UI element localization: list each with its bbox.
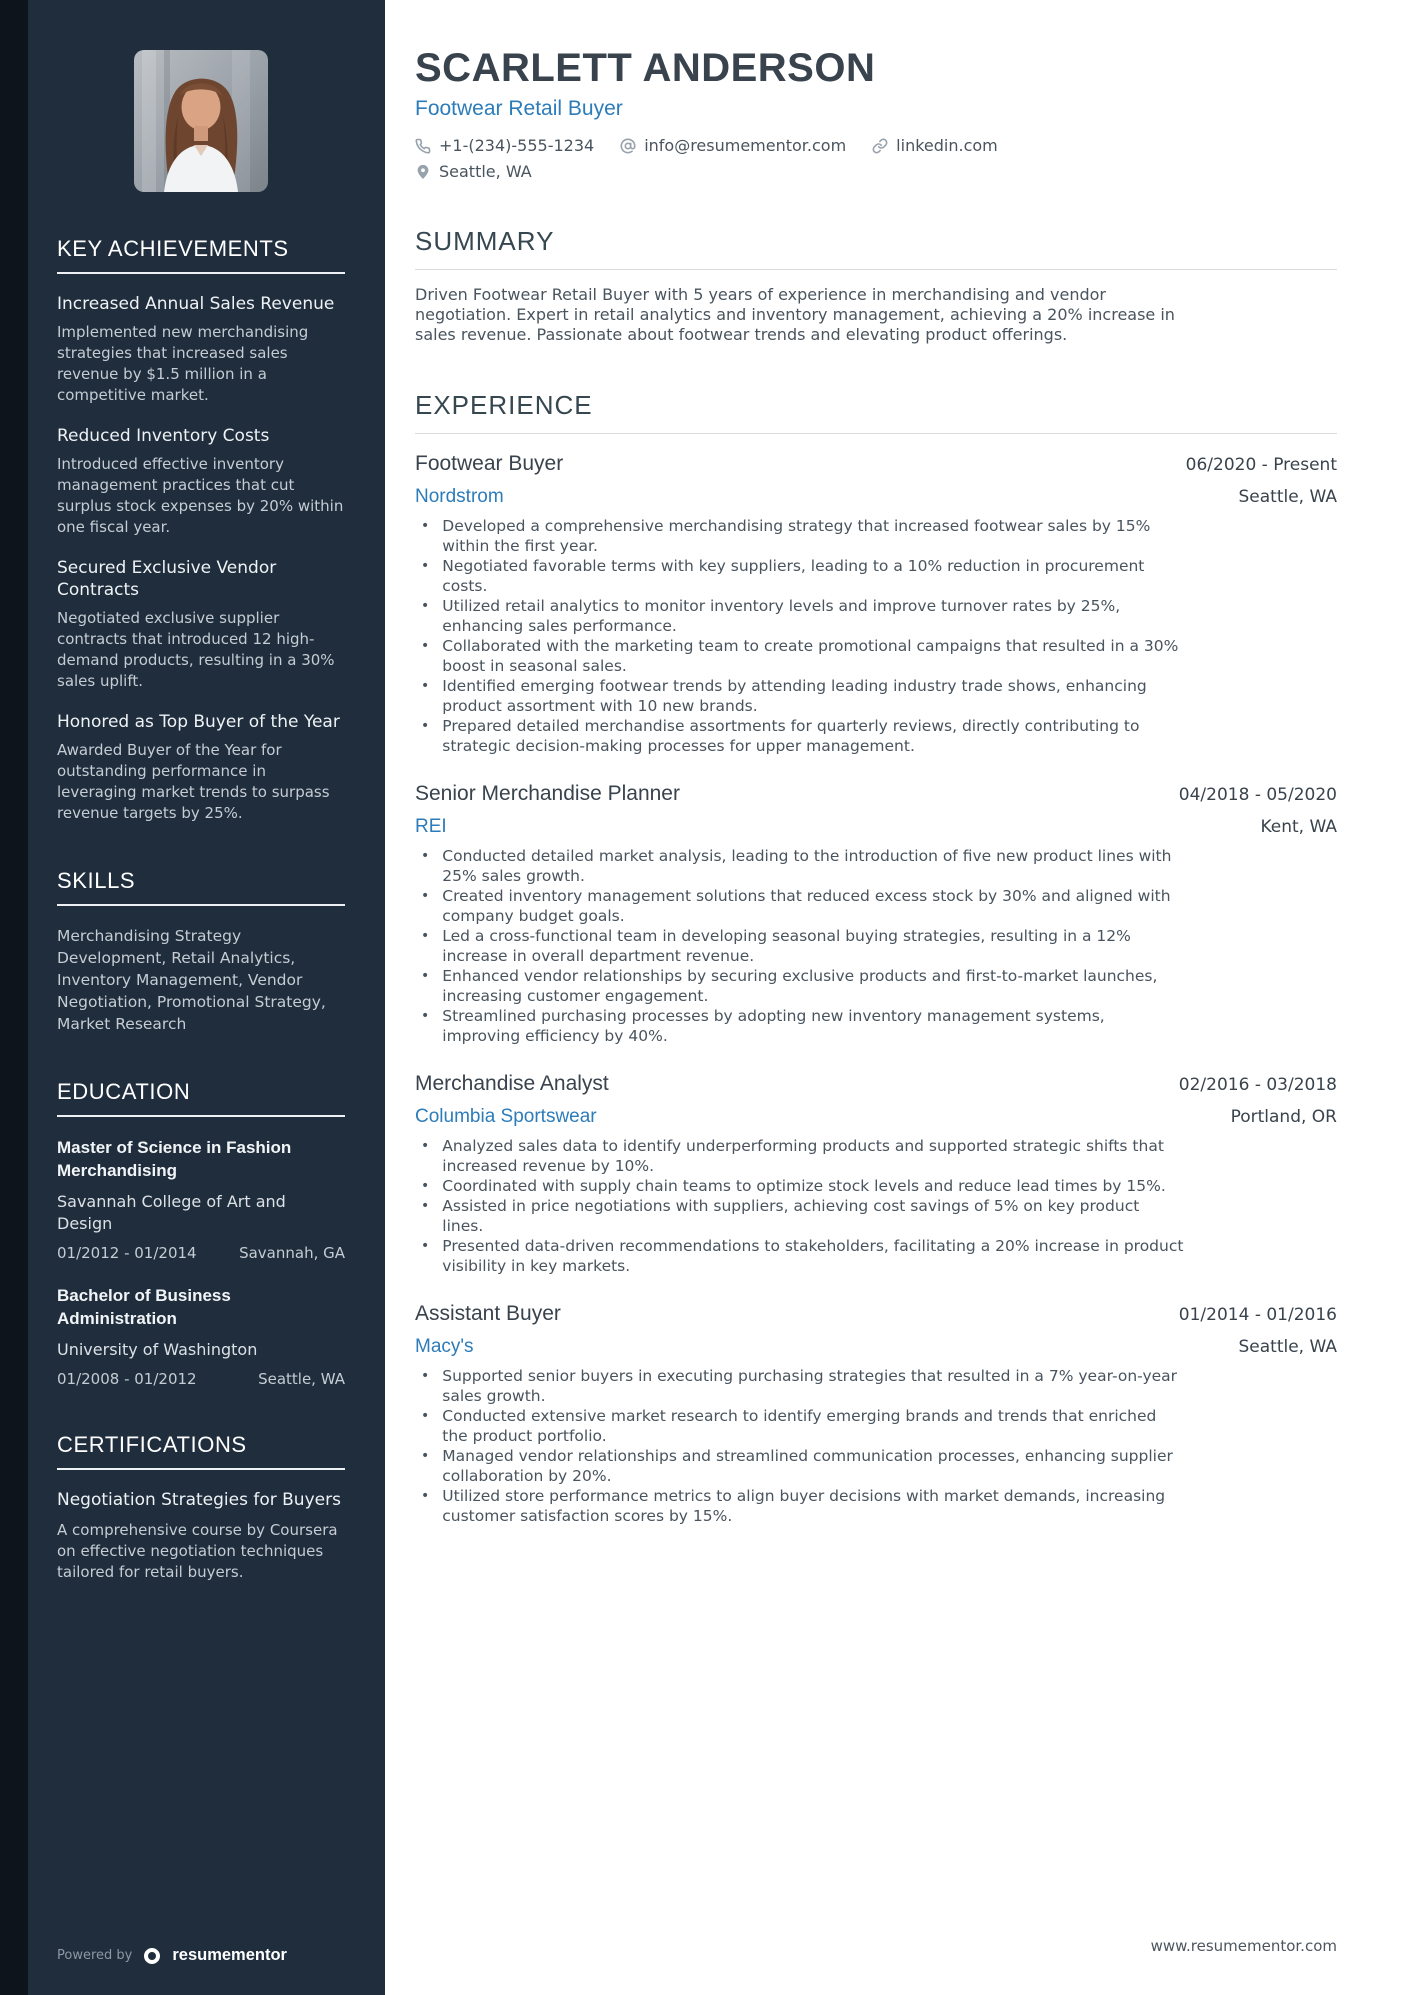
candidate-name: SCARLETT ANDERSON: [415, 46, 876, 90]
achievement-item: [57, 425, 345, 538]
bullet-text: Enhanced vendor relationships by securing exclusive products and first-to-market launches, increasing customer engagement.: [442, 967, 1158, 1005]
experience-job: [415, 452, 1337, 756]
education-degree: Master of Science in Fashion Merchandising: [57, 1138, 292, 1180]
achievement-description: Introduced effective inventory management practices that cut surplus stock expenses by 20% within one fiscal year.: [57, 455, 344, 536]
bullet-text: Created inventory management solutions that reduced excess stock by 30% and aligned with company budget goals.: [442, 887, 1171, 925]
achievement-description: Negotiated exclusive supplier contracts that introduced 12 high-demand products, resulting in a 30% sales uplift.: [57, 609, 335, 690]
education-section: [57, 1079, 345, 1388]
bullet-text: Conducted extensive market research to identify emerging brands and trends that enriched the product portfolio.: [442, 1407, 1157, 1445]
phone-icon: [415, 138, 431, 154]
education-school: University of Washington: [57, 1340, 258, 1359]
job-bullet-list: [415, 1136, 1185, 1276]
job-bullet: [415, 1006, 1185, 1046]
bullet-text: Utilized store performance metrics to align buyer decisions with market demands, increasing customer satisfaction scores by 15%.: [442, 1487, 1166, 1525]
bullet-marker-icon: •: [421, 928, 430, 944]
website-url[interactable]: linkedin.com: [896, 136, 998, 155]
job-bullet: [415, 846, 1185, 886]
job-title: Footwear Buyer: [415, 452, 564, 475]
bullet-text: Assisted in price negotiations with suppliers, achieving cost savings of 5% on key product lines.: [442, 1197, 1140, 1235]
job-title: Senior Merchandise Planner: [415, 782, 680, 805]
email-contact[interactable]: [620, 136, 846, 155]
job-title: Merchandise Analyst: [415, 1072, 609, 1095]
bullet-text: Supported senior buyers in executing purchasing strategies that resulted in a 7% year-on-year sales growth.: [442, 1367, 1178, 1405]
experience-section: [415, 390, 1337, 1526]
education-location: Seattle, WA: [258, 1370, 345, 1388]
bullet-text: Prepared detailed merchandise assortments for quarterly reviews, directly contributing to strategic decision-making processes for upper management.: [442, 717, 1140, 755]
job-bullet: [415, 636, 1185, 676]
education-item: [57, 1136, 345, 1262]
bullet-text: Collaborated with the marketing team to create promotional campaigns that resulted in a 30% boost in seasonal sales.: [442, 637, 1179, 675]
profile-photo-illustration: [134, 50, 268, 192]
section-divider: [415, 269, 1337, 270]
certifications-section: [57, 1432, 345, 1583]
summary-text: Driven Footwear Retail Buyer with 5 years of experience in merchandising and vendor negotiation. Expert in retail analytics and inventory management, achieving a 20% increase in sales revenue. Passionate about footwear trends and elevating product offerings.: [415, 285, 1175, 344]
key-achievements-section: [57, 236, 345, 824]
link-icon: [872, 138, 888, 154]
experience-heading: EXPERIENCE: [415, 390, 593, 420]
section-divider: [415, 433, 1337, 434]
job-bullet-list: [415, 1366, 1185, 1526]
key-achievements-heading: KEY ACHIEVEMENTS: [57, 236, 289, 261]
job-location: Seattle, WA: [1238, 1337, 1337, 1357]
skills-section: [57, 868, 345, 1035]
achievement-description: Awarded Buyer of the Year for outstanding performance in leveraging market trends to surpass revenue targets by 25%.: [57, 741, 330, 822]
job-bullet: [415, 1446, 1185, 1486]
bullet-text: Presented data-driven recommendations to stakeholders, facilitating a 20% increase in product visibility in key markets.: [442, 1237, 1184, 1275]
job-bullet: [415, 596, 1185, 636]
job-bullet: [415, 1406, 1185, 1446]
bullet-marker-icon: •: [421, 1448, 430, 1464]
bullet-text: Identified emerging footwear trends by attending leading industry trade shows, enhancing product assortment with 10 new brands.: [442, 677, 1147, 715]
bullet-marker-icon: •: [421, 558, 430, 574]
resume-header: [415, 46, 1337, 181]
section-divider: [57, 1115, 345, 1117]
bullet-marker-icon: •: [421, 638, 430, 654]
job-bullet: [415, 1236, 1185, 1276]
job-bullet: [415, 1486, 1185, 1526]
achievement-title: Honored as Top Buyer of the Year: [57, 712, 340, 732]
job-bullet: [415, 1196, 1185, 1236]
job-bullet: [415, 716, 1185, 756]
bullet-marker-icon: •: [421, 1238, 430, 1254]
job-bullet: [415, 676, 1185, 716]
bullet-marker-icon: •: [421, 888, 430, 904]
bullet-text: Led a cross-functional team in developing seasonal buying strategies, resulting in a 12% increase in overall department revenue.: [442, 927, 1131, 965]
job-bullet: [415, 886, 1185, 926]
footer-url[interactable]: www.resumementor.com: [1150, 1937, 1337, 1955]
bullet-marker-icon: •: [421, 1408, 430, 1424]
bullet-marker-icon: •: [421, 1368, 430, 1384]
bullet-marker-icon: •: [421, 1488, 430, 1504]
powered-by-label: Powered by: [57, 1948, 133, 1963]
bullet-marker-icon: •: [421, 968, 430, 984]
resumementor-brand: resumementor: [172, 1946, 287, 1964]
left-edge-strip: [0, 0, 28, 1995]
bullet-text: Analyzed sales data to identify underperforming products and supported strategic shifts that increased revenue by 10%.: [442, 1137, 1164, 1175]
education-item: [57, 1284, 345, 1388]
section-divider: [57, 904, 345, 906]
location-text: Seattle, WA: [439, 162, 532, 181]
location-contact: [415, 162, 532, 181]
achievement-item: [57, 557, 345, 692]
job-bullet: [415, 1366, 1185, 1406]
bullet-marker-icon: •: [421, 598, 430, 614]
certifications-heading: CERTIFICATIONS: [57, 1432, 247, 1457]
skills-heading: SKILLS: [57, 868, 136, 893]
certification-description: A comprehensive course by Coursera on effective negotiation techniques tailored for retail buyers.: [57, 1521, 338, 1581]
job-bullet-list: [415, 846, 1185, 1046]
bullet-marker-icon: •: [421, 518, 430, 534]
job-dates: 04/2018 - 05/2020: [1178, 785, 1337, 805]
skills-list: Merchandising Strategy Development, Retail Analytics, Inventory Management, Vendor Negotiation, Promotional Strategy, Market Research: [57, 927, 326, 1033]
website-contact[interactable]: [872, 136, 998, 155]
bullet-text: Streamlined purchasing processes by adopting new inventory management systems, improving efficiency by 40%.: [442, 1007, 1105, 1045]
at-sign-icon: [620, 138, 636, 154]
bullet-text: Conducted detailed market analysis, leading to the introduction of five new product lines with 25% sales growth.: [442, 847, 1172, 885]
job-bullet: [415, 966, 1185, 1006]
bullet-marker-icon: •: [421, 1008, 430, 1024]
section-divider: [57, 272, 345, 274]
education-heading: EDUCATION: [57, 1079, 191, 1104]
bullet-text: Developed a comprehensive merchandising strategy that increased footwear sales by 15% within the first year.: [442, 517, 1151, 555]
bullet-marker-icon: •: [421, 678, 430, 694]
education-location: Savannah, GA: [239, 1244, 345, 1262]
achievement-title: Secured Exclusive Vendor Contracts: [57, 558, 277, 600]
job-dates: 06/2020 - Present: [1185, 455, 1337, 475]
profile-photo: [134, 50, 268, 192]
experience-job: [415, 1072, 1337, 1276]
resumementor-logo-icon: [144, 1948, 160, 1964]
contact-row-2: [415, 162, 1337, 181]
job-location: Kent, WA: [1260, 817, 1337, 837]
achievement-item: [57, 711, 345, 824]
summary-heading: SUMMARY: [415, 226, 555, 256]
job-bullet: [415, 1176, 1185, 1196]
job-company: Nordstrom: [415, 486, 504, 507]
main-content: [385, 0, 1410, 1995]
experience-job: [415, 1302, 1337, 1526]
job-dates: 01/2014 - 01/2016: [1178, 1305, 1337, 1325]
education-degree: Bachelor of Business Administration: [57, 1286, 231, 1328]
job-company: Columbia Sportswear: [415, 1106, 597, 1127]
job-bullet: [415, 556, 1185, 596]
candidate-title: Footwear Retail Buyer: [415, 97, 623, 120]
job-title: Assistant Buyer: [415, 1302, 561, 1325]
email-address[interactable]: info@resumementor.com: [644, 136, 847, 155]
bullet-marker-icon: •: [421, 718, 430, 734]
experience-job: [415, 782, 1337, 1046]
job-bullet-list: [415, 516, 1185, 756]
education-dates: 01/2008 - 01/2012: [57, 1370, 197, 1388]
bullet-marker-icon: •: [421, 1198, 430, 1214]
achievement-description: Implemented new merchandising strategies that increased sales revenue by $1.5 million in a competitive market.: [57, 323, 309, 404]
bullet-text: Managed vendor relationships and streamlined communication processes, enhancing supplier collaboration by 20%.: [442, 1447, 1173, 1485]
powered-by-footer: [57, 1946, 287, 1965]
achievement-title: Increased Annual Sales Revenue: [57, 294, 335, 314]
job-bullet: [415, 926, 1185, 966]
bullet-marker-icon: •: [421, 1178, 430, 1194]
bullet-text: Negotiated favorable terms with key suppliers, leading to a 10% reduction in procurement costs.: [442, 557, 1145, 595]
summary-section: [415, 226, 1337, 345]
job-company: Macy's: [415, 1336, 474, 1357]
certification-item: [57, 1489, 345, 1583]
education-school: Savannah College of Art and Design: [57, 1192, 286, 1233]
bullet-text: Coordinated with supply chain teams to optimize stock levels and reduce lead times by 15%.: [442, 1177, 1166, 1195]
education-dates: 01/2012 - 01/2014: [57, 1244, 197, 1262]
section-divider: [57, 1468, 345, 1470]
phone-number: +1-(234)-555-1234: [439, 136, 595, 155]
job-company: REI: [415, 816, 447, 837]
location-pin-icon: [415, 164, 431, 180]
job-bullet: [415, 516, 1185, 556]
achievement-item: [57, 293, 345, 406]
job-location: Portland, OR: [1230, 1107, 1337, 1127]
job-bullet: [415, 1136, 1185, 1176]
phone-contact: [415, 136, 594, 155]
bullet-text: Utilized retail analytics to monitor inventory levels and improve turnover rates by 25%, enhancing sales performance.: [442, 597, 1121, 635]
job-location: Seattle, WA: [1238, 487, 1337, 507]
job-dates: 02/2016 - 03/2018: [1178, 1075, 1337, 1095]
contact-row-1: [415, 136, 1337, 155]
bullet-marker-icon: •: [421, 848, 430, 864]
bullet-marker-icon: •: [421, 1138, 430, 1154]
achievement-title: Reduced Inventory Costs: [57, 426, 270, 446]
certification-title: Negotiation Strategies for Buyers: [57, 1490, 341, 1510]
sidebar: [0, 0, 385, 1995]
